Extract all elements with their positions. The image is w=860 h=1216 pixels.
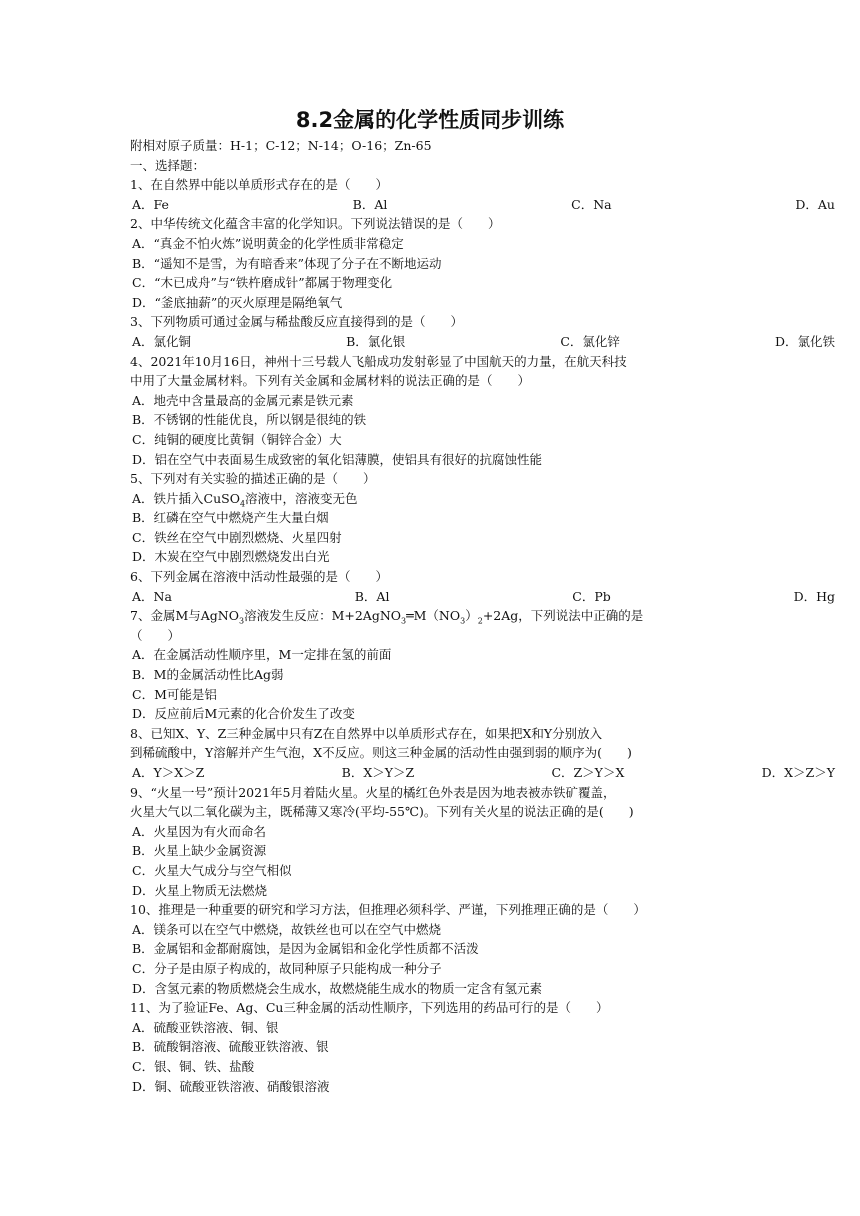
option-b: B．“遥知不是雪，为有暗香来”体现了分子在不断地运动 [132,255,442,271]
option-c: C．“木已成舟”与“铁杵磨成针”都属于物理变化 [132,275,393,291]
question-4-stem: 4、2021年10月16日，神州十三号载人飞船成功发射彰显了中国航天的力量，在航天科技 [130,353,627,369]
option-a-text: A．铁片插入CuSO [132,490,240,506]
option-a: A．镁条可以在空气中燃烧，故铁丝也可以在空气中燃烧 [132,921,442,937]
section-heading: 一、选择题： [130,157,206,173]
option-a: A．Y＞X＞Z [132,765,205,780]
option-d: D．Hg [793,588,835,604]
option-b: B．M的金属活动性比Ag弱 [132,667,284,683]
question-4-stem-cont: 中用了大量金属材料。下列有关金属和金属材料的说法正确的是（ ） [130,373,531,389]
option-b: B．硫酸铜溶液、硫酸亚铁溶液、银 [132,1039,329,1055]
question-6-stem: 6、下列金属在溶液中活动性最强的是（ ） [130,569,388,585]
atomic-mass-note: 附相对原子质量：H-1；C-12；N-14；O-16；Zn-65 [130,138,432,153]
question-7-stem [130,606,835,626]
option-b: B．红磷在空气中燃烧产生大量白烟 [132,510,329,526]
page-title: 8.2金属的化学性质同步训练 [295,108,565,132]
option-c: C．铁丝在空气中剧烈燃烧、火星四射 [132,529,342,545]
option-c: C．Pb [572,588,611,604]
option-c: C．银、铜、铁、盐酸 [132,1058,255,1074]
stem-part: ） [465,608,478,624]
question-10-stem: 10、推理是一种重要的研究和学习方法，但推理必须科学、严谨，下列推理正确的是（ ） [130,902,646,918]
option-a: A．“真金不怕火炼”说明黄金的化学性质非常稳定 [132,235,404,251]
option-c: C．分子是由原子构成的，故同种原子只能构成一种分子 [132,960,442,976]
option-c: C．M可能是铝 [132,686,217,702]
option-a: A．地壳中含量最高的金属元素是铁元素 [132,392,354,408]
option-b: B．氯化银 [346,333,406,349]
option-a: A．Na [132,588,172,604]
question-3-stem: 3、下列物质可通过金属与稀盐酸反应直接得到的是（ ） [130,314,463,330]
question-2-stem: 2、中华传统文化蕴含丰富的化学知识。下列说法错误的是（ ） [130,216,501,232]
option-b: B．金属铝和金都耐腐蚀，是因为金属铝和金化学性质都不活泼 [132,941,479,957]
stem-part: 溶液发生反应：M+2AgNO [244,608,402,624]
option-c: C．氯化锌 [560,333,620,349]
question-9-stem: 9、“火星一号”预计2021年5月着陆火星。火星的橘红色外表是因为地表被赤铁矿覆盖， [130,784,616,800]
option-d: D．氯化铁 [774,333,835,349]
option-c: C．火星大气成分与空气相似 [132,862,292,878]
option-c: C．纯铜的硬度比黄铜（铜锌合金）大 [132,431,342,447]
option-b: B．不锈钢的性能优良，所以钢是很纯的铁 [132,412,367,428]
question-8-stem-cont: 到稀硫酸中，Y溶解并产生气泡，X不反应。则这三种金属的活动性由强到弱的顺序为( ) [130,745,632,761]
option-b: B．Al [352,196,388,212]
option-a-text-cont: 溶液中，溶液变无色 [245,490,358,506]
subscript: 3 [238,616,245,626]
question-1-stem: 1、在自然界中能以单质形式存在的是（ ） [130,177,388,193]
option-b: B．Al [354,588,390,604]
question-8-stem: 8、已知X、Y、Z三种金属中只有Z在自然界中以单质形式存在，如果把X和Y分别放入 [130,725,603,741]
stem-part: ═M（NO [406,608,461,624]
option-a: A．在金属活动性顺序里，M一定排在氢的前面 [132,647,392,663]
subscript: 2 [477,616,483,626]
option-c: C．Z＞Y＞X [551,765,625,780]
option-d: D．“釜底抽薪”的灭火原理是隔绝氧气 [132,294,343,310]
option-d: D．含氢元素的物质燃烧会生成水，故燃烧能生成水的物质一定含有氢元素 [132,980,543,996]
subscript: 3 [401,616,407,626]
option-d: D．铝在空气中表面易生成致密的氧化铝薄膜，使铝具有很好的抗腐蚀性能 [132,451,543,467]
option-a [130,489,835,509]
stem-part: +2Ag，下列说法中正确的是 [482,608,644,624]
question-1-options [130,195,835,215]
option-d: D．X＞Z＞Y [761,765,835,780]
question-5-stem: 5、下列对有关实验的描述正确的是（ ） [130,471,376,487]
option-d: D．反应前后M元素的化合价发生了改变 [132,706,355,722]
option-b: B．火星上缺少金属资源 [132,843,267,859]
question-7-stem-cont: （ ） [130,627,181,643]
option-d: D．Au [795,196,835,212]
option-a: A．火星因为有火而命名 [132,823,267,839]
question-8-options [130,763,835,783]
question-list [130,136,835,1096]
question-9-stem-cont: 火星大气以二氧化碳为主，既稀薄又寒冷(平均-55℃)。下列有关火星的说法正确的是( ) [130,804,634,820]
option-d: D．木炭在空气中剧烈燃烧发出白光 [132,549,330,565]
question-3-options [130,332,835,352]
option-d: D．铜、硫酸亚铁溶液、硝酸银溶液 [132,1078,330,1094]
question-11-stem: 11、为了验证Fe、Ag、Cu三种金属的活动性顺序，下列选用的药品可行的是（ ） [130,1000,609,1016]
option-a: A．硫酸亚铁溶液、铜、银 [132,1019,279,1035]
subscript: 3 [460,616,466,626]
subscript: 4 [239,499,246,509]
question-6-options [130,587,835,607]
option-d: D．火星上物质无法燃烧 [132,882,268,898]
stem-part: 7、金属M与AgNO [130,608,239,624]
option-b: B．X＞Y＞Z [341,765,415,780]
option-a: A．Fe [132,196,169,212]
option-a: A．氯化铜 [132,333,192,349]
option-c: C．Na [571,196,612,212]
